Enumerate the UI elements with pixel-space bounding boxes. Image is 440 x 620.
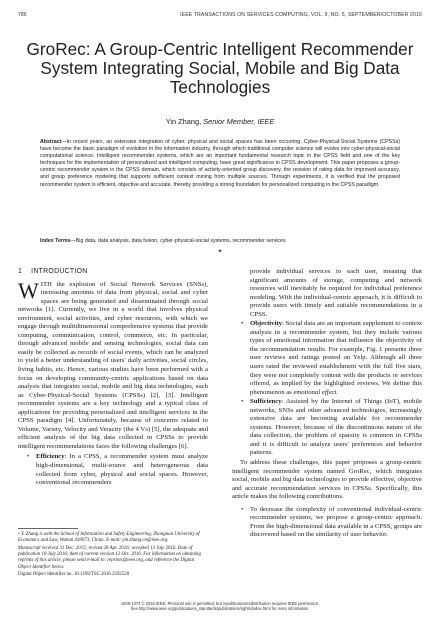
bullet-text: : Social data are an important supplement to context analysis in a recommender system, but they include various types of emotional information that influence the objectivity of the recommendation results. For example, Fig. 1 presents three user reviews and ratings posted on Yelp. Although all three users rated the reviewed establishment with the full five stars, they were not completely content with the products or services offered, as implied by the highlighted reviews. We define this phenomenon as bbox=[250, 320, 422, 396]
list-item: • To decrease the complexity of conventional individual-centric recommender systems, we propose a group-centric approach. From the high-dimensional data available in a CPSS, groups are discovered based on the similarity of user behavior. bbox=[250, 506, 422, 540]
list-item bbox=[250, 320, 422, 397]
section-divider: ✦ bbox=[217, 249, 223, 255]
intro-text: ITH the explosion of Social Network Services (SNSs), increasing amounts of data from physical, social and cyber spaces are being generated and disseminated through social networks [1]. Currently, we live in a world that involves physical environment, social activities, and cyber resources, with which we engage through multidimensional comprehensive systems that provide computing, communication, control, commerce, etc. In particular, through advanced mobile and sensing technologies, social data can easily be collected as records of social events, which can be analyzed to yield a better understanding of users' daily activities, social circles, living habits, etc. Hence, various studies have been performed with a focus on developing community-centric applications based on data analysis that integrates social, mobile and big data technologies, such as Cyber-Physical-Social Systems (CPSSs) [2], [3]. Intelligent recommender systems are a key technology and a typical class of applications for providing personalized and intelligent services in the CPSS paradigm [4]. Unfortunately, because of concerns related to Volume, Variety, Velocity and Veracity (the 4 Vs) [5], the adequate and efficient analysis of the big data collected in CPSSs to provide intelligent recommendations faces the following challenges [6]. bbox=[18, 280, 208, 450]
journal-header: IEEE TRANSACTIONS ON SERVICES COMPUTING, VOL. 9, NO. 5, SEPTEMBER/OCTOBER 2016 bbox=[180, 12, 422, 18]
section-title: INTRODUCTION bbox=[31, 268, 88, 275]
bullet-tail: . bbox=[336, 388, 339, 396]
footnote-rule bbox=[18, 528, 78, 529]
right-column bbox=[232, 268, 422, 541]
running-head bbox=[18, 12, 422, 22]
continued-text: provide individual services to each user, meaning that significant amounts of storage, computing and network resources will inevitably be required for individual preference modeling. With the individual-centric approach, it is difficult to provide users with timely and suitable recommendations in a CPSS. bbox=[250, 268, 422, 318]
copyright-notice bbox=[0, 601, 440, 611]
abstract-text: —In recent years, an extensive integration of cyber, physical and social spaces has been occurring. Cyber-Physical-Social Systems (CPSSs) have become the basic paradigm of evolution in the information industry, through which traditional computer science will evolve into cyber-physical-social computational science. Intelligent recommender systems, which are an important fundamental research topic in the CPSS field and one of the key techniques for the implementation of personalized and intelligent computing, have great significance in CPSS development. This paper proposes a group-centric recommender system in the CPSS domain, which consists of activity-oriented group discovery, the revision of rating data for improved accuracy, and group preference modeling that supports sufficient context mining from multiple sources. Through experiments, it is verified that the proposed recommender system is efficient, objective and accurate, thereby providing a strong foundation for personalized computing in the CPSS paradigm. bbox=[40, 139, 400, 188]
intro-paragraph bbox=[18, 277, 208, 452]
affiliation-text: Y. Zhang is with the School of Information and Safety Engineering, Zhongnan University of Economics and Law, Wuhan 430073, China. E-mail: yin.zhang.cn@ieee.org. bbox=[18, 532, 200, 544]
footnote-received: Manuscript received 31 Dec. 2015; revised 28 Apr. 2016; accepted 13 July 2016. Date of publication 18 July 2016; date of current version 12 Oct. 2016. For information on obtaining reprints of this article, please send e-mail to: reprints@ieee.org, and reference the Digital Object Identifier below. bbox=[18, 545, 201, 570]
abstract-label: Abstract bbox=[40, 139, 62, 145]
bullet-text: : Assisted by the Internet of Things (IoT), mobile networks, SNSs and other advanced technologies, increasingly extensive data are becoming available for recommender systems. However, because of the discontinuous nature of the data collection, the problem of sparsity is common in CPSSs and it is difficult to analyze users' preferences and behavior patterns. bbox=[250, 398, 422, 457]
list-item bbox=[250, 268, 422, 319]
left-column bbox=[18, 268, 208, 489]
bullet-text: : In a CPSS, a recommender system must analyze high-dimensional, multi-source and heterogeneous data collected from cyber, physical and social spaces. However, conventional recommenders bbox=[36, 453, 208, 487]
index-terms-text: —Big data, data analysis, data fusion, cyber-physical-social systems, recommender services bbox=[70, 238, 286, 244]
author-role: Senior Member, IEEE bbox=[201, 117, 275, 126]
list-item bbox=[36, 453, 208, 487]
bullet-label: Efficiency bbox=[36, 453, 65, 461]
address-paragraph: To address these challenges, this paper proposes a group-centric intelligent recommender system named GroRec, which integrates social, mobile and big data technologies to provide effective, objective and accurate recommendation services in CPSSs. Specifically, this article makes the following contributions. bbox=[232, 459, 422, 501]
challenge-list bbox=[18, 453, 208, 487]
abstract bbox=[40, 139, 400, 189]
author-line bbox=[0, 117, 440, 126]
footnote-affiliation: • Y. Zhang is with the School of Information and Safety Engineering, Zhongnan University of Economics and Law, Wuhan 430073, China. E-mail: yin.zhang.cn@ieee.org. bbox=[18, 532, 200, 544]
index-terms-label: Index Terms bbox=[40, 238, 71, 244]
copyright-line-2: See http://www.ieee.org/publications_standards/publications/rights/index.html for more information. bbox=[130, 605, 310, 611]
bullet-label: Objectivity bbox=[250, 320, 282, 328]
footnote-doi: Digital Object Identifier no. 10.1109/TSC.2016.2592520 bbox=[18, 572, 130, 578]
page-number: 786 bbox=[18, 12, 27, 18]
copyright-line-1: 1939-1374 © 2016 IEEE. Personal use is permitted, but republication/redistribution requires IEEE permission. bbox=[120, 600, 320, 606]
bullet-label: Sufficiency bbox=[250, 398, 282, 406]
drop-cap: W bbox=[18, 277, 39, 303]
challenge-list-continued bbox=[232, 268, 422, 458]
section-number: 1 bbox=[18, 268, 23, 275]
bullet-emphasis: emotional effect bbox=[293, 388, 337, 396]
list-item bbox=[250, 398, 422, 458]
author-name: Yin Zhang, bbox=[165, 117, 202, 126]
footnotes bbox=[18, 528, 208, 580]
paper-title: GroRec: A Group-Centric Intelligent Recommender System Integrating Social, Mobile and Big Data Technologies bbox=[26, 39, 414, 97]
section-heading bbox=[18, 268, 208, 277]
contribution-list bbox=[232, 506, 422, 540]
index-terms bbox=[40, 238, 400, 245]
